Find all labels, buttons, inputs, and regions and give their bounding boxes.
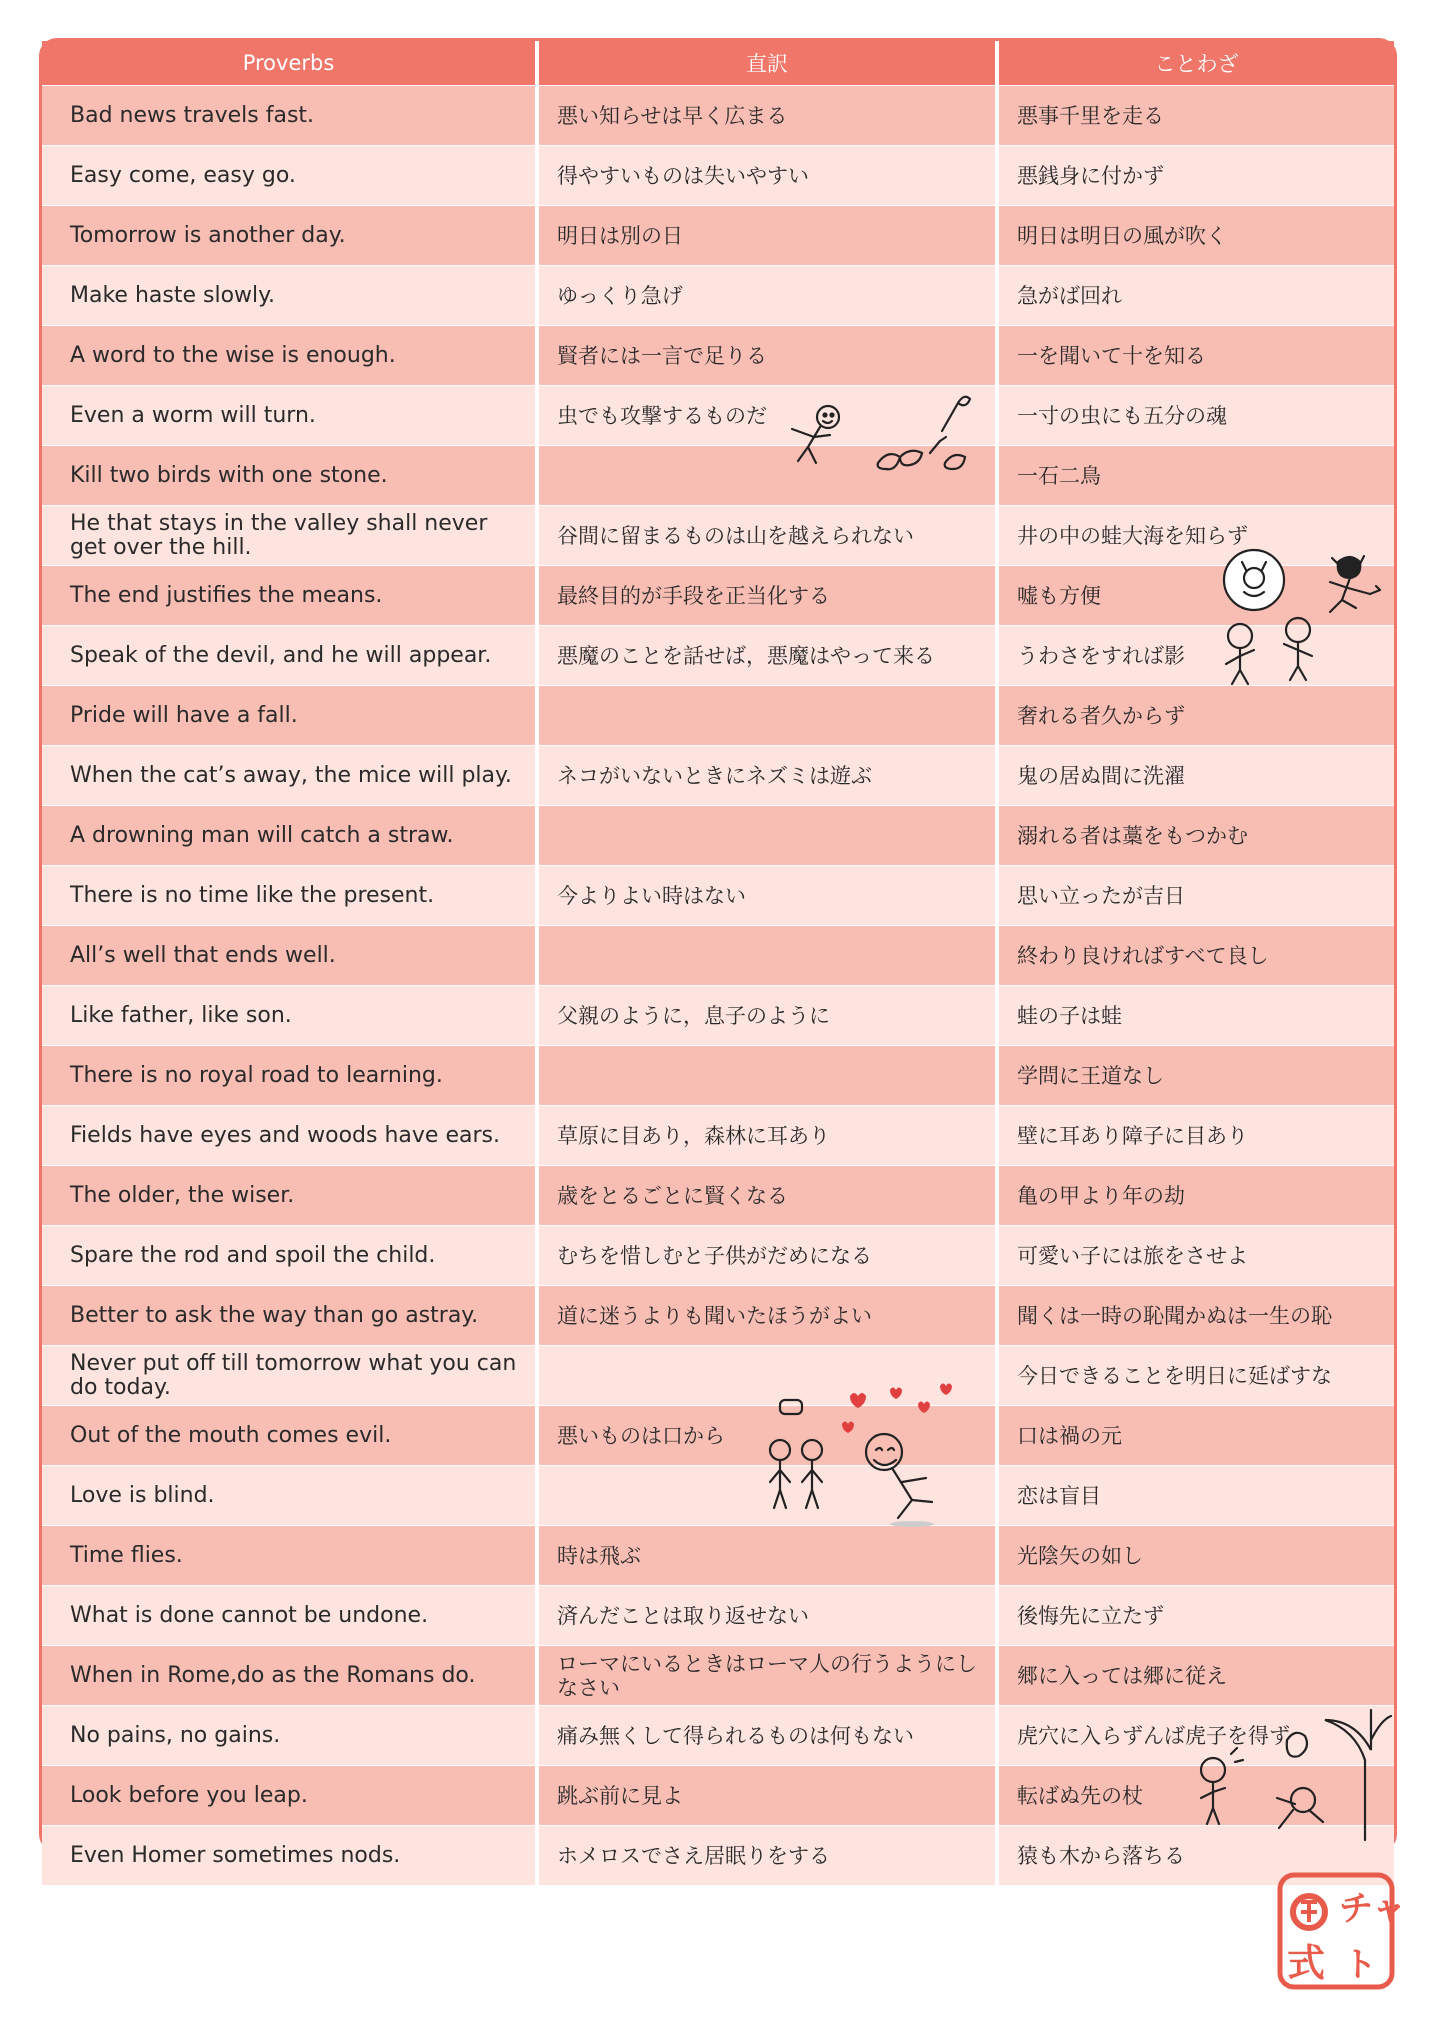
cell-literal-translation: 明日は別の日 [537,206,997,266]
cell-kotowaza: 転ばぬ先の杖 [997,1766,1394,1826]
table-row [42,206,1394,266]
cell-literal-translation [537,1046,997,1106]
cell-literal-translation: 時は飛ぶ [537,1526,997,1586]
cell-proverb: Kill two birds with one stone. [42,446,537,506]
cell-kotowaza: 思い立ったが吉日 [997,866,1394,926]
cell-literal-translation: むちを惜しむと子供がだめになる [537,1226,997,1286]
table-row [42,746,1394,806]
cell-proverb: Pride will have a fall. [42,686,537,746]
cell-literal-translation: 得やすいものは失いやすい [537,146,997,206]
cell-kotowaza: 終わり良ければすべて良し [997,926,1394,986]
cell-proverb: Even Homer sometimes nods. [42,1826,537,1886]
table-row [42,506,1394,566]
cell-proverb: A word to the wise is enough. [42,326,537,386]
cell-proverb: He that stays in the valley shall never get over the hill. [42,506,537,566]
cell-kotowaza: 一寸の虫にも五分の魂 [997,386,1394,446]
cell-kotowaza: 壁に耳あり障子に目あり [997,1106,1394,1166]
table-row [42,1586,1394,1646]
cell-proverb: Never put off till tomorrow what you can do today. [42,1346,537,1406]
cell-kotowaza: 悪事千里を走る [997,86,1394,146]
cell-literal-translation: 今よりよい時はない [537,866,997,926]
cell-literal-translation: ネコがいないときにネズミは遊ぶ [537,746,997,806]
table-row [42,1166,1394,1226]
cell-proverb: Even a worm will turn. [42,386,537,446]
table-row [42,566,1394,626]
cell-literal-translation [537,926,997,986]
table-row [42,1826,1394,1886]
table-row [42,866,1394,926]
table-body [42,86,1394,1886]
proverbs-table-container [39,38,1397,1868]
svg-text:式: 式 [1287,1941,1326,1985]
cell-literal-translation [537,446,997,506]
cell-kotowaza: 郷に入っては郷に従え [997,1646,1394,1706]
cell-kotowaza: 嘘も方便 [997,566,1394,626]
cell-proverb: The older, the wiser. [42,1166,537,1226]
cell-proverb: Tomorrow is another day. [42,206,537,266]
chart-shiki-logo-stamp [1277,1872,1406,1990]
cell-literal-translation [537,806,997,866]
cell-literal-translation: 賢者には一言で足りる [537,326,997,386]
cell-literal-translation: 虫でも攻撃するものだ [537,386,997,446]
svg-text:ト: ト [1343,1945,1377,1985]
cell-literal-translation: ゆっくり急げ [537,266,997,326]
cell-kotowaza: 虎穴に入らずんば虎子を得ず [997,1706,1394,1766]
cell-proverb: Look before you leap. [42,1766,537,1826]
table-row [42,146,1394,206]
svg-text:チャ: チャ [1339,1889,1406,1929]
cell-literal-translation: 父親のように，息子のように [537,986,997,1046]
cell-proverb: Spare the rod and spoil the child. [42,1226,537,1286]
table-row [42,1706,1394,1766]
table-row [42,1226,1394,1286]
cell-proverb: Fields have eyes and woods have ears. [42,1106,537,1166]
cell-proverb: Make haste slowly. [42,266,537,326]
cell-proverb: Better to ask the way than go astray. [42,1286,537,1346]
header-proverbs: Proverbs [42,41,537,86]
cell-kotowaza: 光陰矢の如し [997,1526,1394,1586]
table-row [42,986,1394,1046]
cell-kotowaza: 亀の甲より年の劫 [997,1166,1394,1226]
cell-kotowaza: 奢れる者久からず [997,686,1394,746]
table-row [42,1466,1394,1526]
cell-literal-translation: 最終目的が手段を正当化する [537,566,997,626]
cell-kotowaza: 一石二鳥 [997,446,1394,506]
table-row [42,266,1394,326]
cell-proverb: Out of the mouth comes evil. [42,1406,537,1466]
table-row [42,1646,1394,1706]
cell-kotowaza: 口は禍の元 [997,1406,1394,1466]
cell-literal-translation: 歳をとるごとに賢くなる [537,1166,997,1226]
cell-literal-translation: 道に迷うよりも聞いたほうがよい [537,1286,997,1346]
cell-literal-translation: 悪いものは口から [537,1406,997,1466]
cell-kotowaza: 一を聞いて十を知る [997,326,1394,386]
cell-proverb: Bad news travels fast. [42,86,537,146]
cell-kotowaza: 井の中の蛙大海を知らず [997,506,1394,566]
cell-proverb: What is done cannot be undone. [42,1586,537,1646]
proverbs-table [42,41,1394,1885]
table-row [42,1406,1394,1466]
cell-kotowaza: 後悔先に立たず [997,1586,1394,1646]
table-row [42,626,1394,686]
cell-kotowaza: 恋は盲目 [997,1466,1394,1526]
cell-kotowaza: 急がば回れ [997,266,1394,326]
cell-kotowaza: 学問に王道なし [997,1046,1394,1106]
table-row [42,1046,1394,1106]
table-row [42,806,1394,866]
cell-proverb: Time flies. [42,1526,537,1586]
table-row [42,446,1394,506]
cell-literal-translation [537,1346,997,1406]
cell-kotowaza: 可愛い子には旅をさせよ [997,1226,1394,1286]
cell-kotowaza: うわさをすれば影 [997,626,1394,686]
cell-literal-translation: 跳ぶ前に見よ [537,1766,997,1826]
cell-kotowaza: 猿も木から落ちる [997,1826,1394,1886]
cell-literal-translation: 谷間に留まるものは山を越えられない [537,506,997,566]
cell-literal-translation: 済んだことは取り返せない [537,1586,997,1646]
cell-proverb: Love is blind. [42,1466,537,1526]
cell-literal-translation: 悪い知らせは早く広まる [537,86,997,146]
cell-proverb: Easy come, easy go. [42,146,537,206]
cell-kotowaza: 鬼の居ぬ間に洗濯 [997,746,1394,806]
cell-kotowaza: 悪銭身に付かず [997,146,1394,206]
cell-literal-translation: 悪魔のことを話せば，悪魔はやって来る [537,626,997,686]
cell-kotowaza: 溺れる者は藁をもつかむ [997,806,1394,866]
table-row [42,1106,1394,1166]
cell-proverb: Speak of the devil, and he will appear. [42,626,537,686]
table-row [42,926,1394,986]
cell-kotowaza: 蛙の子は蛙 [997,986,1394,1046]
cell-literal-translation [537,686,997,746]
table-row [42,1526,1394,1586]
table-header-row [42,41,1394,86]
cell-literal-translation: 痛み無くして得られるものは何もない [537,1706,997,1766]
cell-literal-translation: 草原に目あり，森林に耳あり [537,1106,997,1166]
header-literal-translation: 直訳 [537,41,997,86]
table-row [42,86,1394,146]
cell-proverb: There is no time like the present. [42,866,537,926]
header-kotowaza: ことわざ [997,41,1394,86]
cell-kotowaza: 今日できることを明日に延ばすな [997,1346,1394,1406]
cell-proverb: The end justifies the means. [42,566,537,626]
table-row [42,1346,1394,1406]
cell-proverb: When in Rome,do as the Romans do. [42,1646,537,1706]
cell-literal-translation: ローマにいるときはローマ人の行うようにしなさい [537,1646,997,1706]
table-row [42,686,1394,746]
cell-proverb: No pains, no gains. [42,1706,537,1766]
cell-literal-translation [537,1466,997,1526]
table-row [42,386,1394,446]
cell-proverb: A drowning man will catch a straw. [42,806,537,866]
cell-kotowaza: 聞くは一時の恥聞かぬは一生の恥 [997,1286,1394,1346]
cell-proverb: When the cat’s away, the mice will play. [42,746,537,806]
cell-proverb: All’s well that ends well. [42,926,537,986]
cell-kotowaza: 明日は明日の風が吹く [997,206,1394,266]
cell-literal-translation: ホメロスでさえ居眠りをする [537,1826,997,1886]
cell-proverb: Like father, like son. [42,986,537,1046]
table-row [42,326,1394,386]
table-row [42,1286,1394,1346]
cell-proverb: There is no royal road to learning. [42,1046,537,1106]
table-row [42,1766,1394,1826]
